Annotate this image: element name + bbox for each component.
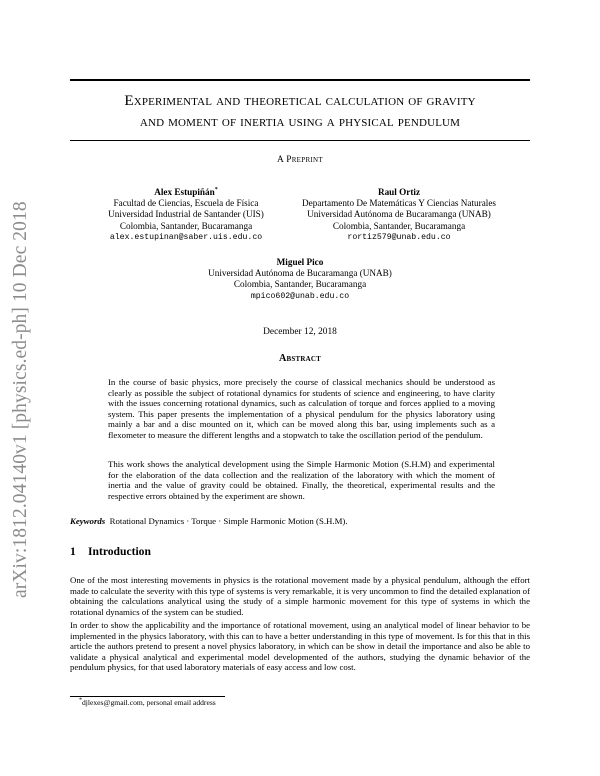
author-affiliation: Colombia, Santander, Bucaramanga (233, 279, 367, 290)
title-line-1: Experimental and theoretical calculation of gravity (124, 92, 476, 109)
footnote-text: djlexes@gmail.com, personal email address (82, 698, 216, 707)
author-affiliation: Universidad Autónoma de Bucaramanga (UNAB) (208, 268, 392, 279)
author-email[interactable]: mpico602@unab.edu.co (250, 291, 350, 301)
publication-date: December 12, 2018 (263, 327, 337, 337)
title-rule-top (70, 79, 530, 81)
abstract-paragraph-1: In the course of basic physics, more precisely the course of classical mechanics should be understood as clearly as possible the subject of rotational dynamics for students of science and engineering, to have clarity with the issues concerning rotational dynamics, such as calculation of torque and forces applied to a moving system. This paper presents the implementation of a physical pendulum for the physics laboratory using mainly a bar and a disc mounted on it, which can be moved along this bar, using implements such as a flexometer to measure the different lengths and a stopwatch to take the oscillation period of the pendulum. (108, 377, 495, 440)
keywords-label: Keywords (70, 516, 106, 526)
author-affiliation: Colombia, Santander, Bucaramanga (332, 220, 466, 231)
author-affiliation: Facultad de Ciencias, Escuela de Física (113, 198, 259, 209)
arxiv-identifier: arXiv:1812.04140v1 [physics.ed-ph] 10 Dec 2018 (10, 201, 31, 598)
author-name: Alex Estupiñán* (154, 186, 218, 197)
preprint-label: A Preprint (277, 155, 323, 165)
keywords-list: Rotational Dynamics · Torque · Simple Harmonic Motion (S.H.M). (109, 516, 348, 526)
section-number: 1 (70, 545, 76, 558)
author-block-1 (76, 187, 296, 243)
author-footnote-mark: * (214, 186, 218, 193)
footnote-rule (70, 696, 225, 697)
intro-paragraph-2: In order to show the applicability and the importance of rotational movement, using an analytical model of linear behavior to be implemented in the physics laboratory, with this can to have a better understanding in this type of movement. Is for this that in this article the authors pretend to present a novel physics laboratory, in which can be show in detail the importance and also be able to validate a physical analytical and experimental model developmented of the authors, studying the dynamic behavior of the pendulum physics, for that used laboratory materials of easy access and low cost. (70, 620, 530, 673)
author-name: Miguel Pico (276, 257, 324, 267)
intro-paragraph-1: One of the most interesting movements in physics is the rotational movement made by a physical pendulum, although the effort made to calculate the severity with this type of systems is very remarkable, it is very uncommon to find the detailed explanation of obtaining the calculations analytical using the study of a simple harmonic movement for this type of systems in which the rotational dynamics of the system can be studied. (70, 575, 530, 617)
author-email[interactable]: alex.estupinan@saber.uis.edu.co (109, 232, 263, 242)
author-affiliation: Universidad Industrial de Santander (UIS) (108, 209, 264, 220)
paper-title (70, 90, 530, 132)
author-affiliation: Universidad Autónoma de Bucaramanga (UNAB) (307, 209, 491, 220)
section-title: Introduction (88, 545, 151, 558)
author-affiliation: Departamento De Matemáticas Y Ciencias Naturales (302, 198, 496, 209)
title-rule-bottom (70, 140, 530, 141)
title-line-2: and moment of inertia using a physical pendulum (139, 113, 461, 130)
abstract-paragraph-2: This work shows the analytical development using the Simple Harmonic Motion (S.H.M) and experimental for the elaboration of the data collection and the realization of the laboratory with which the moment of inertia and the value of gravity could be obtained. Finally, the theoretical, experimental results and the respective errors obtained by the experiment are shown. (108, 459, 495, 501)
footnote (79, 698, 216, 707)
footnote-mark: * (79, 697, 82, 704)
author-block-2 (278, 187, 520, 243)
abstract-heading: Abstract (278, 353, 322, 364)
author-affiliation: Colombia, Santander, Bucaramanga (119, 220, 253, 231)
author-email[interactable]: rortiz579@unab.edu.co (347, 232, 451, 242)
author-name: Raul Ortiz (377, 187, 421, 197)
keywords (70, 516, 530, 526)
author-block-3 (170, 257, 430, 302)
section-heading (70, 545, 151, 558)
